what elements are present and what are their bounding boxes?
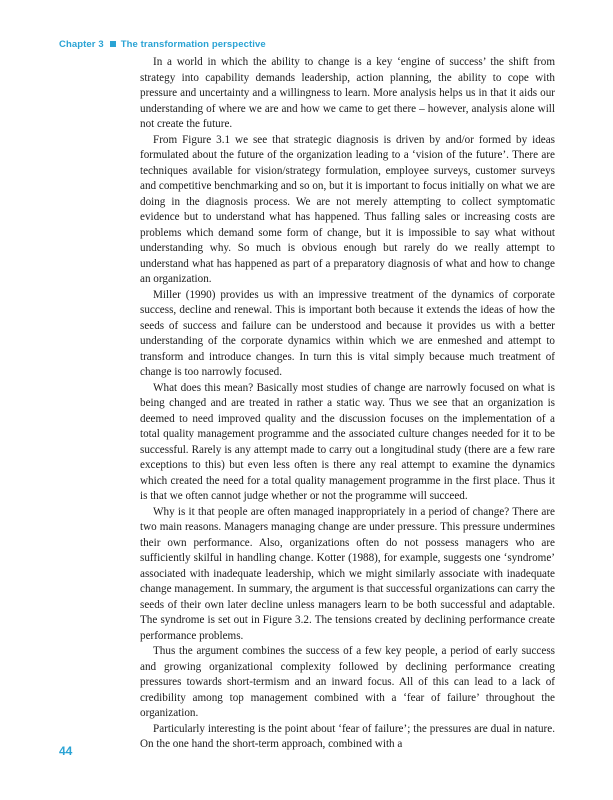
paragraph: In a world in which the ability to change is a key ‘engine of success’ the shift from strategy into capability demands leadership, action planning, the ability to cope with pressure and uncertainty and a willingness to learn. More analysis helps us in that it aids our understanding of where we are and how we came to get there – however, analysis alone will not create the future. <box>140 56 555 130</box>
page-number: 44 <box>59 744 73 758</box>
paragraph: Particularly interesting is the point about ‘fear of failure’; the pressures are dual in nature. On the one hand the short-term approach, combined with a <box>140 722 555 750</box>
chapter-title: The transformation perspective <box>120 39 266 50</box>
paragraph: Why is it that people are often managed inappropriately in a period of change? There are two main reasons. Managers managing change are under pressure. This pressure undermines their own performance. Also, organizations often do not possess managers who are sufficiently skilful in handling change. Kotter (1988), for example, suggests one ‘syndrome’ associated with inadequate leadership, which we might similarly associate with inadequate change management. In summary, the argument is that successful organizations can carry the seeds of their own later decline unless managers learn to be both successful and adaptable. The syndrome is set out in Figure 3.2. The tensions created by declining performance create performance problems. <box>140 505 555 642</box>
paragraph: What does this mean? Basically most studies of change are narrowly focused on what is being changed and are treated in rather a static way. Thus we see that an organization is deemed to need improved quality and the discussion focuses on the implementation of a total quality management programme and the associated culture changes needed for it to be successful. Rarely is any attempt made to carry out a longitudinal study (there are a few rare exceptions to this) but even less often is there any real attempt to examine the dynamics which created the need for a total quality management programme in the first place. Thus it is that we often cannot judge whether or not the programme will succeed. <box>140 381 555 502</box>
chapter-label: Chapter 3 <box>59 39 104 50</box>
separator-square-icon <box>110 41 116 47</box>
paragraph: From Figure 3.1 we see that strategic diagnosis is driven by and/or formed by ideas formulated about the future of the organization leading to a ‘vision of the future’. There are techniques available for vision/strategy formulation, employee surveys, customer surveys and competitive benchmarking and so on, but it is important to focus initially on what we are doing in the diagnosis process. We are not merely attempting to collect symptomatic evidence but to understand what has happened. Thus falling sales or increasing costs are problems which demand some form of change, but it is impossible to say what without understanding why. So much is obvious enough but rarely do we really attempt to understand what has happened as part of a preparatory diagnosis of what and how to change an organization. <box>140 133 555 285</box>
running-head <box>59 39 266 50</box>
paragraph: Thus the argument combines the success of a few key people, a period of early success and growing organizational complexity followed by declining performance creating pressures towards short-termism and an inward focus. All of this can lead to a lack of credibility among top management combined with a ‘fear of failure’ throughout the organization. <box>140 645 555 719</box>
body-text <box>140 55 555 753</box>
paragraph: Miller (1990) provides us with an impressive treatment of the dynamics of corporate success, decline and renewal. This is important both because it extends the ideas of how the seeds of success and failure can be understood and because it provides us with a better understanding of the corporate dynamics within which we are enmeshed and attempt to transform and introduce changes. In turn this is vital simply because much treatment of change is too narrowly focused. <box>140 288 555 378</box>
